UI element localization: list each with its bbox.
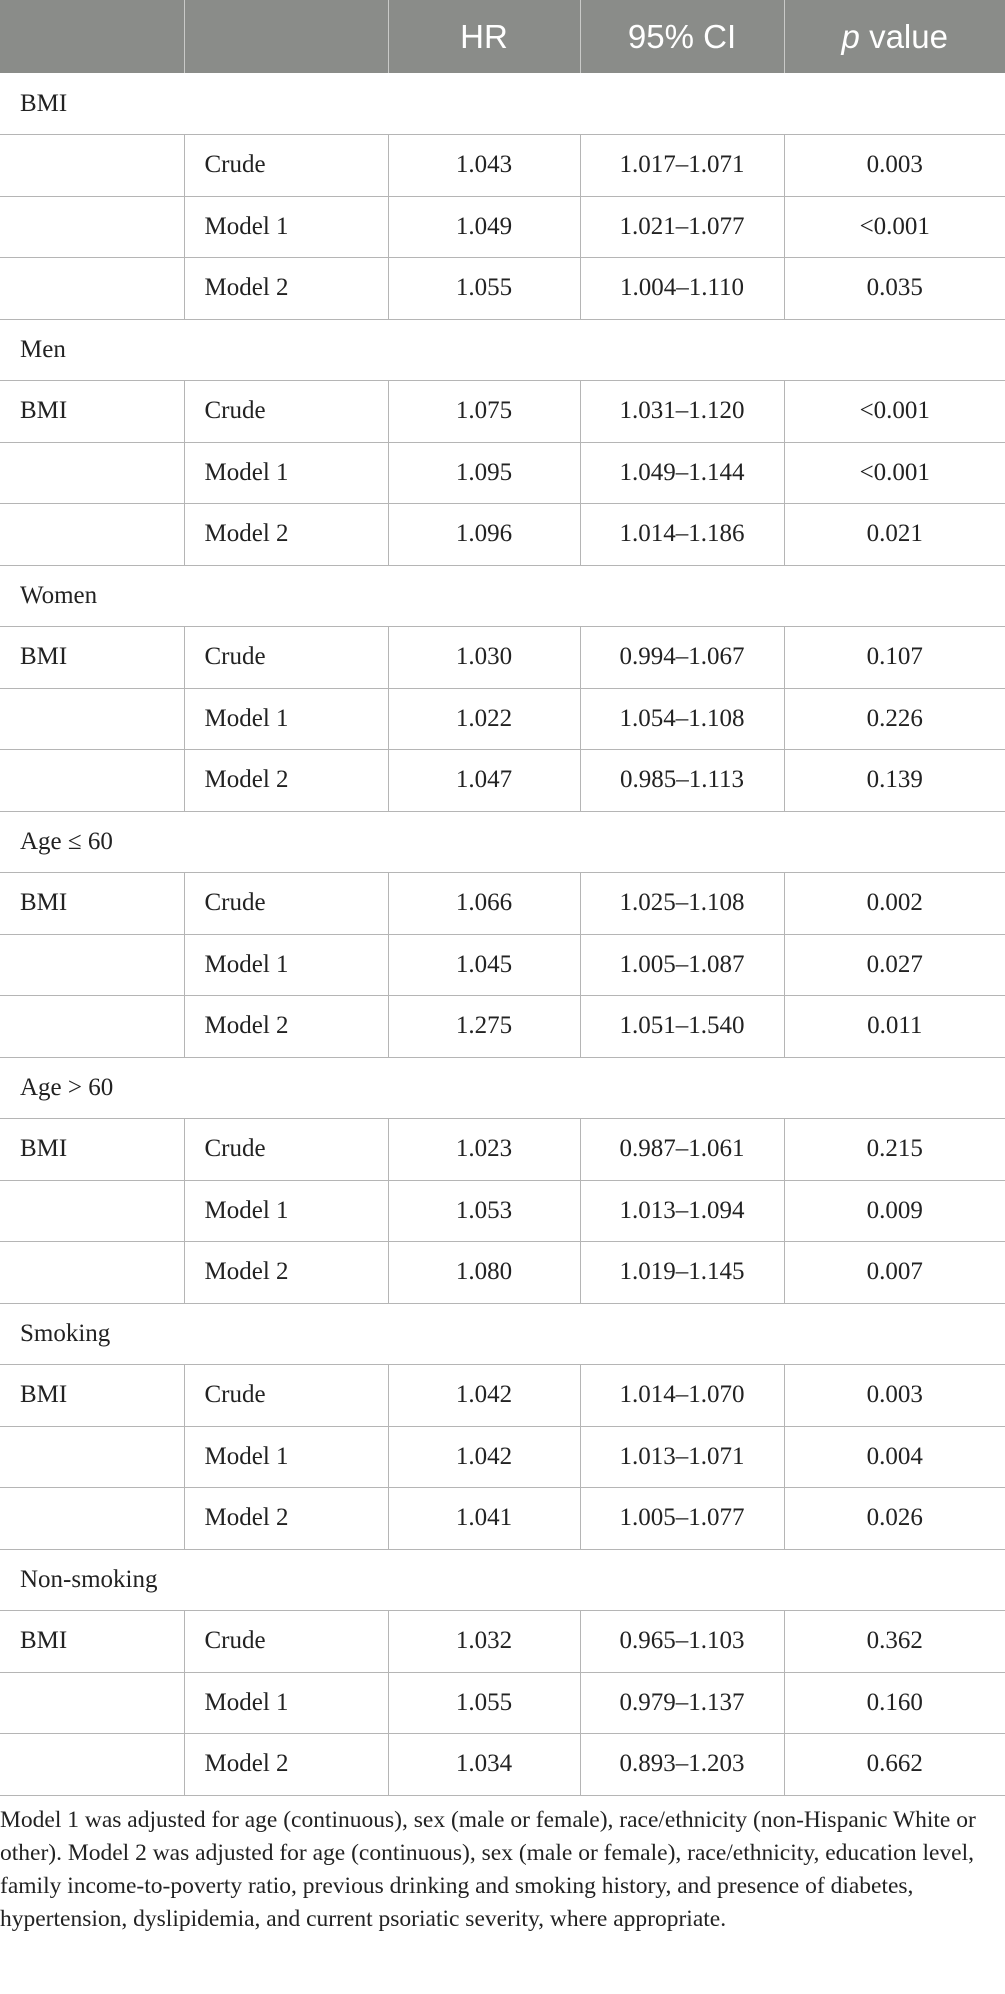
- model-cell: Model 1: [184, 196, 388, 258]
- hr-cell: 1.042: [388, 1426, 580, 1488]
- table-row: [0, 996, 1005, 1058]
- hr-cell: 1.055: [388, 1672, 580, 1734]
- hr-cell: 1.080: [388, 1242, 580, 1304]
- variable-cell: BMI: [0, 873, 184, 935]
- ci-cell: 1.054–1.108: [580, 688, 784, 750]
- table-row: [0, 750, 1005, 812]
- ci-cell: 1.017–1.071: [580, 135, 784, 197]
- model-cell: Model 2: [184, 504, 388, 566]
- hr-cell: 1.053: [388, 1180, 580, 1242]
- variable-cell: [0, 442, 184, 504]
- table-row: [0, 1672, 1005, 1734]
- variable-cell: [0, 1672, 184, 1734]
- ci-cell: 1.013–1.094: [580, 1180, 784, 1242]
- variable-cell: BMI: [0, 1119, 184, 1181]
- variable-cell: [0, 196, 184, 258]
- variable-cell: [0, 1734, 184, 1796]
- model-cell: Crude: [184, 873, 388, 935]
- table-row: [0, 1488, 1005, 1550]
- variable-cell: [0, 688, 184, 750]
- group-row: [0, 565, 1005, 627]
- p-value-cell: 0.160: [784, 1672, 1005, 1734]
- model-cell: Model 2: [184, 1242, 388, 1304]
- table-header: [0, 0, 1005, 73]
- table-footnote: Model 1 was adjusted for age (continuous), sex (male or female), race/ethnicity (non-Hispanic White or other). Model 2 was adjusted for age (continuous), sex (male or female), race/ethnicity, education level, family income-to-poverty ratio, previous drinking and smoking history, and presence of diabetes, hypertension, dyslipidemia, and current psoriatic severity, where appropriate.: [0, 1807, 976, 1932]
- p-value-cell: 0.362: [784, 1611, 1005, 1673]
- group-label: Non-smoking: [0, 1549, 1005, 1611]
- group-label: Smoking: [0, 1303, 1005, 1365]
- table-row: [0, 442, 1005, 504]
- p-value-cell: 0.003: [784, 1365, 1005, 1427]
- group-label: Men: [0, 319, 1005, 381]
- group-row: [0, 811, 1005, 873]
- group-label: Age ≤ 60: [0, 811, 1005, 873]
- p-value-cell: <0.001: [784, 442, 1005, 504]
- header-p-word: value: [869, 17, 948, 55]
- table-row: [0, 934, 1005, 996]
- model-cell: Model 2: [184, 1734, 388, 1796]
- model-cell: Model 1: [184, 934, 388, 996]
- variable-cell: [0, 1426, 184, 1488]
- ci-cell: 1.049–1.144: [580, 442, 784, 504]
- p-value-cell: 0.011: [784, 996, 1005, 1058]
- table-row: [0, 1242, 1005, 1304]
- ci-cell: 1.021–1.077: [580, 196, 784, 258]
- variable-cell: [0, 1488, 184, 1550]
- table-row: [0, 1734, 1005, 1796]
- hr-cell: 1.055: [388, 258, 580, 320]
- group-row: [0, 319, 1005, 381]
- variable-cell: [0, 135, 184, 197]
- p-value-cell: 0.004: [784, 1426, 1005, 1488]
- table-row: [0, 1426, 1005, 1488]
- table-body: [0, 73, 1005, 1795]
- ci-cell: 0.994–1.067: [580, 627, 784, 689]
- table-row: [0, 873, 1005, 935]
- variable-cell: [0, 1180, 184, 1242]
- model-cell: Model 2: [184, 750, 388, 812]
- model-cell: Model 2: [184, 258, 388, 320]
- model-cell: Model 1: [184, 1672, 388, 1734]
- group-label: Age > 60: [0, 1057, 1005, 1119]
- p-value-cell: 0.027: [784, 934, 1005, 996]
- p-value-cell: 0.662: [784, 1734, 1005, 1796]
- table-row: [0, 1180, 1005, 1242]
- hr-cell: 1.034: [388, 1734, 580, 1796]
- group-label: Women: [0, 565, 1005, 627]
- group-row: [0, 1303, 1005, 1365]
- table-row: [0, 504, 1005, 566]
- hr-cell: 1.047: [388, 750, 580, 812]
- variable-cell: BMI: [0, 1365, 184, 1427]
- variable-cell: BMI: [0, 627, 184, 689]
- group-row: [0, 1057, 1005, 1119]
- ci-cell: 1.031–1.120: [580, 381, 784, 443]
- header-cell-model: [184, 0, 388, 73]
- model-cell: Model 1: [184, 1180, 388, 1242]
- model-cell: Model 1: [184, 1426, 388, 1488]
- ci-cell: 0.965–1.103: [580, 1611, 784, 1673]
- hr-cell: 1.096: [388, 504, 580, 566]
- table-row: [0, 1365, 1005, 1427]
- table-row: [0, 1611, 1005, 1673]
- variable-cell: BMI: [0, 1611, 184, 1673]
- table-row: [0, 258, 1005, 320]
- model-cell: Model 2: [184, 996, 388, 1058]
- header-p-letter: p: [841, 17, 860, 55]
- model-cell: Crude: [184, 1119, 388, 1181]
- variable-cell: [0, 996, 184, 1058]
- ci-cell: 1.004–1.110: [580, 258, 784, 320]
- ci-cell: 1.014–1.186: [580, 504, 784, 566]
- variable-cell: [0, 258, 184, 320]
- table-row: [0, 627, 1005, 689]
- p-value-cell: 0.139: [784, 750, 1005, 812]
- table-row: [0, 135, 1005, 197]
- table-row: [0, 196, 1005, 258]
- hr-cell: 1.032: [388, 1611, 580, 1673]
- ci-cell: 0.893–1.203: [580, 1734, 784, 1796]
- table-row: [0, 1119, 1005, 1181]
- p-value-cell: 0.026: [784, 1488, 1005, 1550]
- p-value-cell: 0.002: [784, 873, 1005, 935]
- ci-cell: 1.025–1.108: [580, 873, 784, 935]
- ci-cell: 1.013–1.071: [580, 1426, 784, 1488]
- ci-cell: 0.987–1.061: [580, 1119, 784, 1181]
- group-row: [0, 1549, 1005, 1611]
- p-value-cell: 0.215: [784, 1119, 1005, 1181]
- header-cell-ci: 95% CI: [580, 0, 784, 73]
- model-cell: Crude: [184, 135, 388, 197]
- hr-cell: 1.023: [388, 1119, 580, 1181]
- hr-cell: 1.049: [388, 196, 580, 258]
- p-value-cell: 0.021: [784, 504, 1005, 566]
- variable-cell: [0, 504, 184, 566]
- ci-cell: 1.005–1.077: [580, 1488, 784, 1550]
- variable-cell: [0, 1242, 184, 1304]
- hr-cell: 1.042: [388, 1365, 580, 1427]
- model-cell: Model 1: [184, 442, 388, 504]
- header-cell-group: [0, 0, 184, 73]
- p-value-cell: 0.226: [784, 688, 1005, 750]
- model-cell: Crude: [184, 381, 388, 443]
- header-row: [0, 0, 1005, 73]
- hr-cell: 1.030: [388, 627, 580, 689]
- p-value-cell: <0.001: [784, 381, 1005, 443]
- variable-cell: BMI: [0, 381, 184, 443]
- group-row: [0, 73, 1005, 135]
- p-value-cell: 0.107: [784, 627, 1005, 689]
- variable-cell: [0, 934, 184, 996]
- ci-cell: 0.979–1.137: [580, 1672, 784, 1734]
- hr-cell: 1.275: [388, 996, 580, 1058]
- header-cell-p-value: [784, 0, 1005, 73]
- p-value-cell: 0.035: [784, 258, 1005, 320]
- hr-cell: 1.075: [388, 381, 580, 443]
- hr-cell: 1.043: [388, 135, 580, 197]
- ci-cell: 0.985–1.113: [580, 750, 784, 812]
- table-row: [0, 381, 1005, 443]
- model-cell: Crude: [184, 1365, 388, 1427]
- variable-cell: [0, 750, 184, 812]
- group-label: BMI: [0, 73, 1005, 135]
- hr-cell: 1.045: [388, 934, 580, 996]
- ci-cell: 1.005–1.087: [580, 934, 784, 996]
- p-value-cell: 0.009: [784, 1180, 1005, 1242]
- model-cell: Crude: [184, 627, 388, 689]
- ci-cell: 1.019–1.145: [580, 1242, 784, 1304]
- model-cell: Model 2: [184, 1488, 388, 1550]
- ci-cell: 1.051–1.540: [580, 996, 784, 1058]
- model-cell: Crude: [184, 1611, 388, 1673]
- p-value-cell: <0.001: [784, 196, 1005, 258]
- p-value-cell: 0.003: [784, 135, 1005, 197]
- hr-cell: 1.022: [388, 688, 580, 750]
- table-row: [0, 688, 1005, 750]
- ci-cell: 1.014–1.070: [580, 1365, 784, 1427]
- hr-cell: 1.066: [388, 873, 580, 935]
- header-cell-hr: HR: [388, 0, 580, 73]
- model-cell: Model 1: [184, 688, 388, 750]
- hr-cell: 1.041: [388, 1488, 580, 1550]
- hr-cell: 1.095: [388, 442, 580, 504]
- p-value-cell: 0.007: [784, 1242, 1005, 1304]
